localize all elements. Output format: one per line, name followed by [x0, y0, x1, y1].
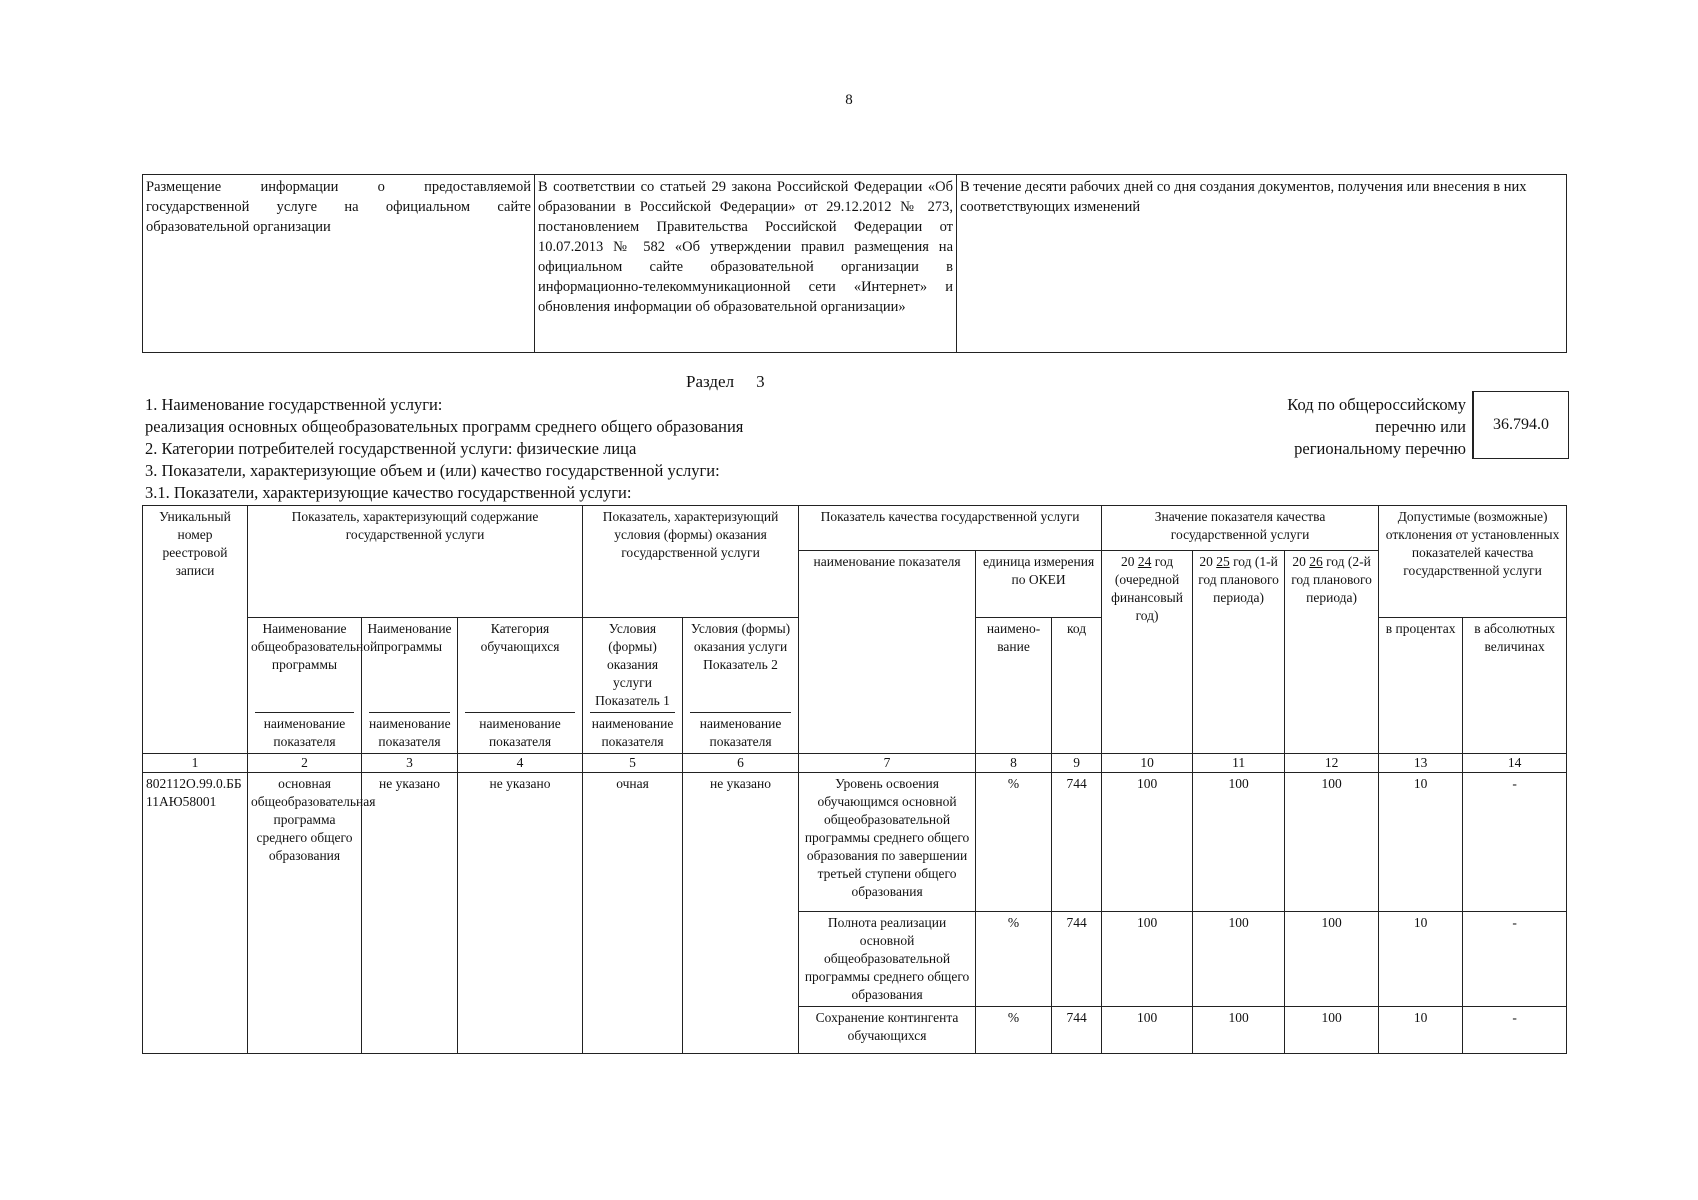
col-number: 2: [248, 754, 362, 773]
col-number: 5: [583, 754, 683, 773]
value-2026: 100: [1285, 912, 1379, 1007]
condition-2-value: не указано: [683, 773, 799, 1054]
header-year-2026: 20 26 год (2-й год планового периода): [1285, 551, 1379, 754]
col-number: 7: [799, 754, 976, 773]
deviation-absolute: -: [1463, 1007, 1567, 1054]
unit-name: %: [976, 912, 1052, 1007]
deviation-percent: 10: [1379, 1007, 1463, 1054]
deviation-percent: 10: [1379, 773, 1463, 912]
value-2025: 100: [1193, 1007, 1285, 1054]
col-number: 6: [683, 754, 799, 773]
deviation-absolute: -: [1463, 773, 1567, 912]
year-2026: 26: [1309, 554, 1323, 569]
col-number: 12: [1285, 754, 1379, 773]
info-legal-basis: В соответствии со статьей 29 закона Российской Федерации «Об образовании в Российской Федерации» от 29.12.2012 № 273, постановлением Правительства Российской Федерации от 10.07.2013 № 582 «Об утверждении правил размещения на официальном сайте образовательной организации в информационно-телекоммуникационной сети «Интернет» и обновления информации об образовательной организации»: [535, 175, 957, 353]
header-content-indicator: Показатель, характеризующий содержание государственной услуги: [248, 506, 583, 618]
col-number: 1: [143, 754, 248, 773]
quality-indicators-table: [142, 505, 1567, 1054]
col-number: 4: [458, 754, 583, 773]
service-name-label: 1. Наименование государственной услуги:: [145, 395, 443, 414]
header-row-1: [143, 506, 1567, 551]
col-condition-2: Условия (формы) оказания услуги Показатель 2 наименование показателя: [683, 618, 799, 754]
header-quality-indicator: Показатель качества государственной услуги: [799, 506, 1102, 551]
value-2024: 100: [1102, 773, 1193, 912]
header-indicator-name: наименование показателя: [799, 551, 976, 754]
info-frequency: В течение десяти рабочих дней со дня создания документов, получения или внесения в них соответствующих изменений: [957, 175, 1567, 353]
table-row: [143, 773, 1567, 912]
header-year-2024: 20 24 год (очередной финансовый год): [1102, 551, 1193, 754]
registry-code-label-line2: перечню или: [1375, 417, 1466, 436]
unit-name: %: [976, 1007, 1052, 1054]
header-conditions-indicator: Показатель, характеризующий условия (формы) оказания государственной услуги: [583, 506, 799, 618]
deviation-absolute: -: [1463, 912, 1567, 1007]
col-unit-code: код: [1052, 618, 1102, 754]
registry-code-label-line1: Код по общероссийскому: [1287, 395, 1466, 414]
unit-code: 744: [1052, 912, 1102, 1007]
indicators-title: 3. Показатели, характеризующие объем и (или) качество государственной услуги:: [145, 461, 720, 480]
registry-number: 802112О.99.0.ББ11АЮ58001: [143, 773, 248, 1054]
registry-code-label: [1230, 394, 1466, 460]
col-category: Категория обучающихся наименование показателя: [458, 618, 583, 754]
col-number: 11: [1193, 754, 1285, 773]
header-quality-value: Значение показателя качества государственной услуги: [1102, 506, 1379, 551]
service-name-value: реализация основных общеобразовательных программ среднего общего образования: [145, 417, 744, 436]
indicator-name: Сохранение контингента обучающихся: [799, 1007, 976, 1054]
year-2025: 25: [1216, 554, 1230, 569]
value-2024: 100: [1102, 912, 1193, 1007]
col-program: Наименование программы наименование показателя: [362, 618, 458, 754]
category-value: не указано: [458, 773, 583, 1054]
year-2024: 24: [1137, 554, 1152, 569]
consumer-categories: 2. Категории потребителей государственной услуги: физические лица: [145, 439, 637, 458]
header-unit-okei: единица измерения по ОКЕИ: [976, 551, 1102, 618]
col-condition-1: Условия (формы) оказания услуги Показатель 1 наименование показателя: [583, 618, 683, 754]
info-placement: Размещение информации о предоставляемой государственной услуге на официальном сайте образовательной организации: [143, 175, 535, 353]
registry-code-value: 36.794.0: [1472, 391, 1569, 459]
value-2026: 100: [1285, 1007, 1379, 1054]
program-name-value: основная общеобразовательная программа среднего общего образования: [248, 773, 362, 1054]
quality-indicators-title: 3.1. Показатели, характеризующие качество государственной услуги:: [145, 483, 632, 502]
value-2026: 100: [1285, 773, 1379, 912]
deviation-percent: 10: [1379, 912, 1463, 1007]
registry-code-label-line3: региональному перечню: [1294, 439, 1466, 458]
col-unit-name: наимено-вание: [976, 618, 1052, 754]
section-title: [686, 372, 765, 392]
column-numbers-row: [143, 754, 1567, 773]
col-percent: в процентах: [1379, 618, 1463, 754]
unit-code: 744: [1052, 773, 1102, 912]
header-allowed-deviation: Допустимые (возможные) отклонения от установленных показателей качества государственной услуги: [1379, 506, 1567, 618]
value-2025: 100: [1193, 912, 1285, 1007]
col-number: 10: [1102, 754, 1193, 773]
page-number: 8: [845, 92, 853, 108]
section-number: 3: [756, 372, 765, 391]
section-label: Раздел: [686, 372, 735, 391]
unit-name: %: [976, 773, 1052, 912]
col-number: 8: [976, 754, 1052, 773]
program-value: не указано: [362, 773, 458, 1054]
condition-1-value: очная: [583, 773, 683, 1054]
col-absolute: в абсолютных величинах: [1463, 618, 1567, 754]
info-table: [142, 174, 1567, 353]
value-2024: 100: [1102, 1007, 1193, 1054]
col-number: 13: [1379, 754, 1463, 773]
header-unique-number: Уникальный номер реестровой записи: [143, 506, 248, 754]
col-number: 14: [1463, 754, 1567, 773]
indicator-name: Уровень освоения обучающимся основной общеобразовательной программы среднего общего образования по завершении третьей ступени общего образования: [799, 773, 976, 912]
col-program-name: Наименование общеобразовательной программы наименование показателя: [248, 618, 362, 754]
value-2025: 100: [1193, 773, 1285, 912]
col-number: 3: [362, 754, 458, 773]
indicator-name: Полнота реализации основной общеобразовательной программы среднего общего образования: [799, 912, 976, 1007]
header-year-2025: 20 25 год (1-й год планового периода): [1193, 551, 1285, 754]
unit-code: 744: [1052, 1007, 1102, 1054]
col-number: 9: [1052, 754, 1102, 773]
